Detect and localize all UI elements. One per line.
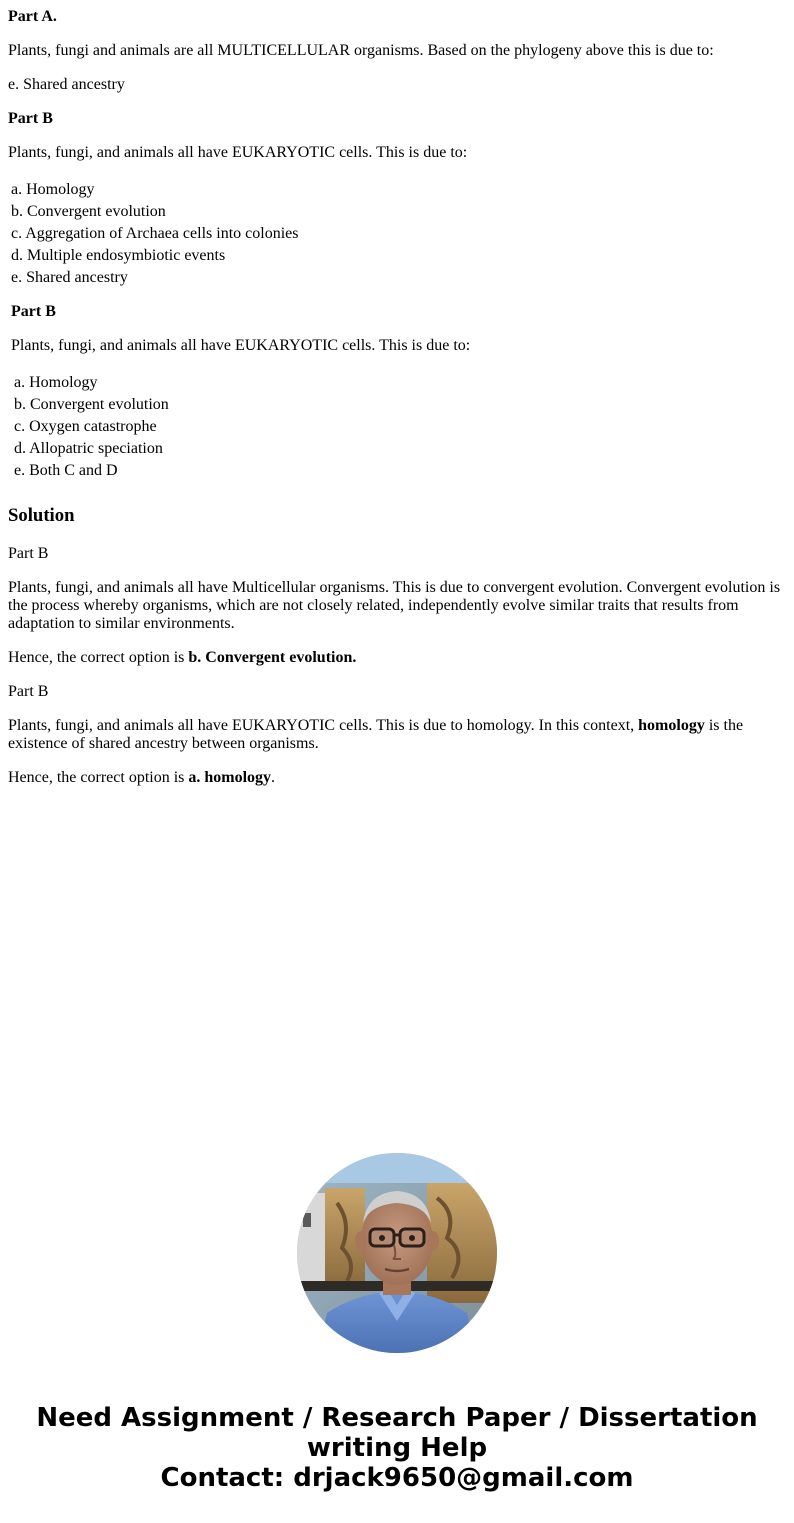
- part-a-question: Plants, fungi and animals are all MULTICELLULAR organisms. Based on the phylogeny above this is due to:: [8, 42, 714, 59]
- option-item: e. Shared ancestry: [11, 269, 128, 286]
- option-item: c. Oxygen catastrophe: [14, 418, 157, 435]
- answer-prefix: Hence, the correct option is: [8, 649, 189, 666]
- promo-contact: Contact: drjack9650@gmail.com: [160, 1463, 634, 1493]
- option-item: b. Convergent evolution: [14, 396, 169, 413]
- part-b-options: [11, 181, 298, 291]
- part-b2-question: Plants, fungi, and animals all have EUKARYOTIC cells. This is due to:: [11, 337, 471, 354]
- solution-section-1-title: Part B: [8, 545, 49, 562]
- promo-line: Need Assignment / Research Paper / Dissertation: [36, 1403, 758, 1433]
- solution-section-1-paragraph: Plants, fungi, and animals all have Multicellular organisms. This is due to convergent evolution. Convergent evolution is the process whereby organisms, which are not closely related, independently evolve similar traits that results from adaptation to similar environments.: [8, 579, 781, 632]
- part-b-question: Plants, fungi, and animals all have EUKARYOTIC cells. This is due to:: [8, 144, 468, 161]
- option-item: d. Multiple endosymbiotic events: [11, 247, 226, 264]
- promo-banner: [0, 1403, 794, 1493]
- part-b2-options: [14, 374, 169, 484]
- promo-line: writing Help: [306, 1433, 488, 1463]
- solution-section-2-paragraph: [8, 717, 786, 753]
- option-item: e. Both C and D: [14, 462, 118, 479]
- option-item: c. Aggregation of Archaea cells into colonies: [11, 225, 299, 242]
- answer-suffix: .: [271, 769, 276, 786]
- option-item: d. Allopatric speciation: [14, 440, 163, 457]
- solution-section-1-answer: [8, 649, 356, 667]
- option-item: b. Convergent evolution: [11, 203, 166, 220]
- answer-prefix: Hence, the correct option is: [8, 769, 189, 786]
- answer-option: b. Convergent evolution.: [188, 649, 357, 666]
- part-b-title: Part B: [8, 110, 53, 127]
- author-avatar: [297, 1153, 497, 1353]
- part-a-answer: e. Shared ancestry: [8, 76, 125, 93]
- solution-heading: Solution: [8, 505, 75, 526]
- paragraph-text: Plants, fungi, and animals all have EUKARYOTIC cells. This is due to homology. In this context,: [8, 717, 639, 734]
- solution-section-2-title: Part B: [8, 683, 49, 700]
- part-b2-title: Part B: [11, 303, 56, 320]
- paragraph-term: homology: [638, 717, 705, 734]
- option-item: a. Homology: [11, 181, 95, 198]
- option-item: a. Homology: [14, 374, 98, 391]
- paragraph-text: is the existence of shared ancestry between organisms.: [8, 717, 744, 752]
- author-photo-icon: [297, 1153, 497, 1353]
- answer-option: a. homology: [188, 769, 272, 786]
- part-a-title: Part A.: [8, 8, 57, 25]
- solution-section-2-answer: [8, 769, 275, 787]
